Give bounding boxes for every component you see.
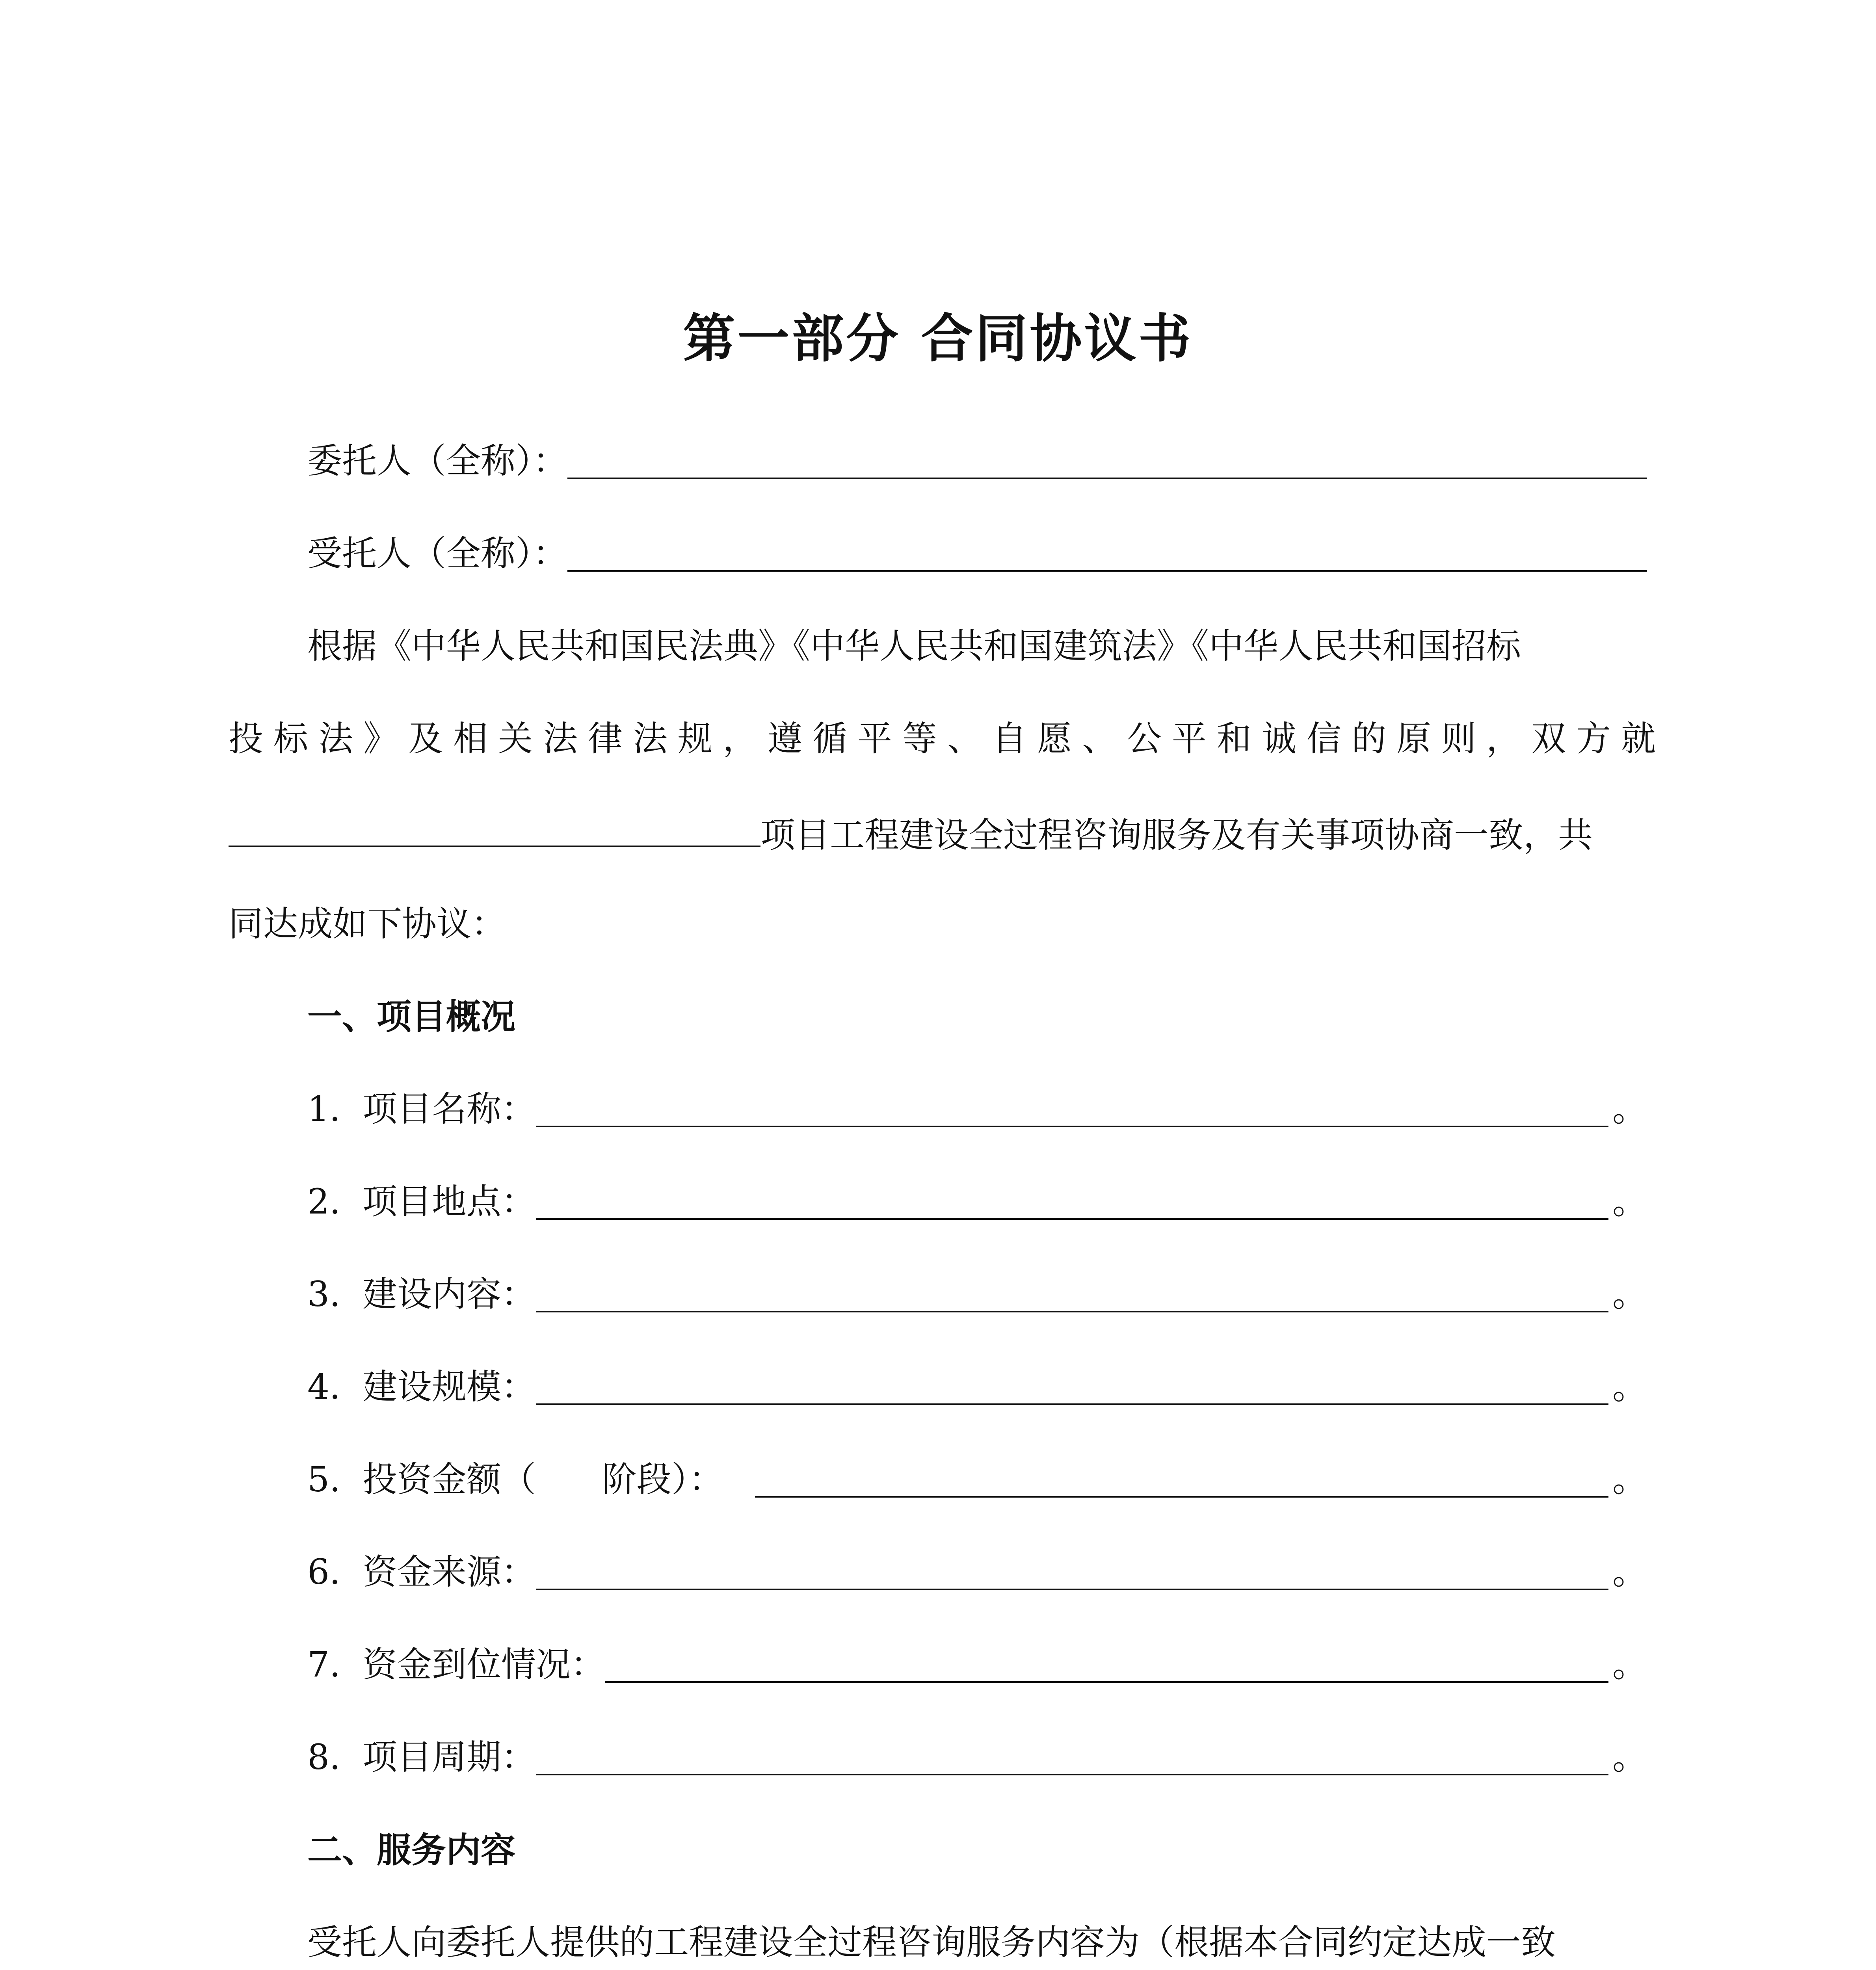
item-blank[interactable] bbox=[536, 1736, 1608, 1775]
item-number: 2. bbox=[307, 1181, 340, 1222]
consultant-name-blank[interactable] bbox=[567, 532, 1647, 572]
item-number: 8. bbox=[307, 1737, 340, 1777]
item-end: 。 bbox=[1612, 1459, 1647, 1500]
item-label: 项目地点： bbox=[363, 1181, 536, 1222]
item-label: 建设规模： bbox=[363, 1366, 536, 1407]
item-end: 。 bbox=[1612, 1181, 1647, 1222]
project-item-row[interactable] bbox=[307, 1641, 1647, 1688]
client-name-blank[interactable] bbox=[567, 440, 1647, 479]
item-blank[interactable] bbox=[536, 1366, 1608, 1405]
service-intro-line-1: 受托人向委托人提供的工程建设全过程咨询服务内容为（根据本合同约定达成一致 bbox=[307, 1922, 1556, 1963]
project-item-row[interactable] bbox=[307, 1363, 1647, 1411]
project-item-row[interactable] bbox=[307, 1085, 1647, 1133]
item-end: 。 bbox=[1612, 1737, 1647, 1777]
section-heading-project-overview: 一、项目概况 bbox=[307, 996, 516, 1037]
item-label: 资金到位情况： bbox=[363, 1644, 606, 1685]
item-number: 4. bbox=[307, 1366, 340, 1407]
item-blank[interactable] bbox=[536, 1551, 1608, 1590]
consultant-name-field[interactable] bbox=[307, 530, 1647, 577]
preamble-line-2: 投标法》及相关法律法规，遵循平等、自愿、公平和诚信的原则，双方就 bbox=[229, 718, 1666, 759]
project-item-row[interactable] bbox=[307, 1734, 1647, 1781]
item-number: 7. bbox=[307, 1644, 340, 1685]
project-item-row[interactable] bbox=[307, 1456, 1647, 1503]
item-label: 资金来源： bbox=[363, 1552, 536, 1592]
consultant-label: 受托人（全称）： bbox=[307, 533, 568, 574]
project-item-row[interactable] bbox=[307, 1548, 1647, 1596]
item-end: 。 bbox=[1612, 1552, 1647, 1592]
item-blank[interactable] bbox=[536, 1273, 1608, 1312]
item-end: 。 bbox=[1612, 1089, 1647, 1129]
section-heading-service-content: 二、服务内容 bbox=[307, 1829, 516, 1870]
item-end: 。 bbox=[1612, 1274, 1647, 1314]
project-item-row[interactable] bbox=[307, 1271, 1647, 1318]
preamble-line-3 bbox=[229, 808, 1593, 859]
item-number: 1. bbox=[307, 1089, 340, 1129]
item-end: 。 bbox=[1612, 1644, 1647, 1685]
item-blank[interactable] bbox=[536, 1088, 1608, 1127]
client-name-field[interactable] bbox=[307, 437, 1647, 485]
client-label: 委托人（全称）： bbox=[307, 440, 568, 481]
item-blank[interactable] bbox=[755, 1458, 1608, 1498]
preamble-line-3-text: 项目工程建设全过程咨询服务及有关事项协商一致，共 bbox=[760, 815, 1593, 855]
item-number: 5. bbox=[307, 1459, 340, 1500]
item-number: 6. bbox=[307, 1552, 340, 1592]
item-label: 建设内容： bbox=[363, 1274, 536, 1314]
item-number: 3. bbox=[307, 1274, 340, 1314]
item-label: 投资金额（ 阶段）： bbox=[363, 1459, 723, 1500]
document-title: 第一部分 合同协议书 bbox=[683, 308, 1193, 369]
project-item-row[interactable] bbox=[307, 1178, 1647, 1225]
preamble-line-1: 根据《中华人民共和国民法典》《中华人民共和国建筑法》《中华人民共和国招标 bbox=[307, 626, 1521, 666]
item-blank[interactable] bbox=[536, 1180, 1608, 1220]
item-blank[interactable] bbox=[605, 1643, 1608, 1683]
item-label: 项目周期： bbox=[363, 1737, 536, 1777]
item-end: 。 bbox=[1612, 1366, 1647, 1407]
preamble-line-4: 同达成如下协议： bbox=[229, 903, 506, 944]
item-label: 项目名称： bbox=[363, 1089, 536, 1129]
project-name-blank[interactable] bbox=[229, 808, 760, 847]
